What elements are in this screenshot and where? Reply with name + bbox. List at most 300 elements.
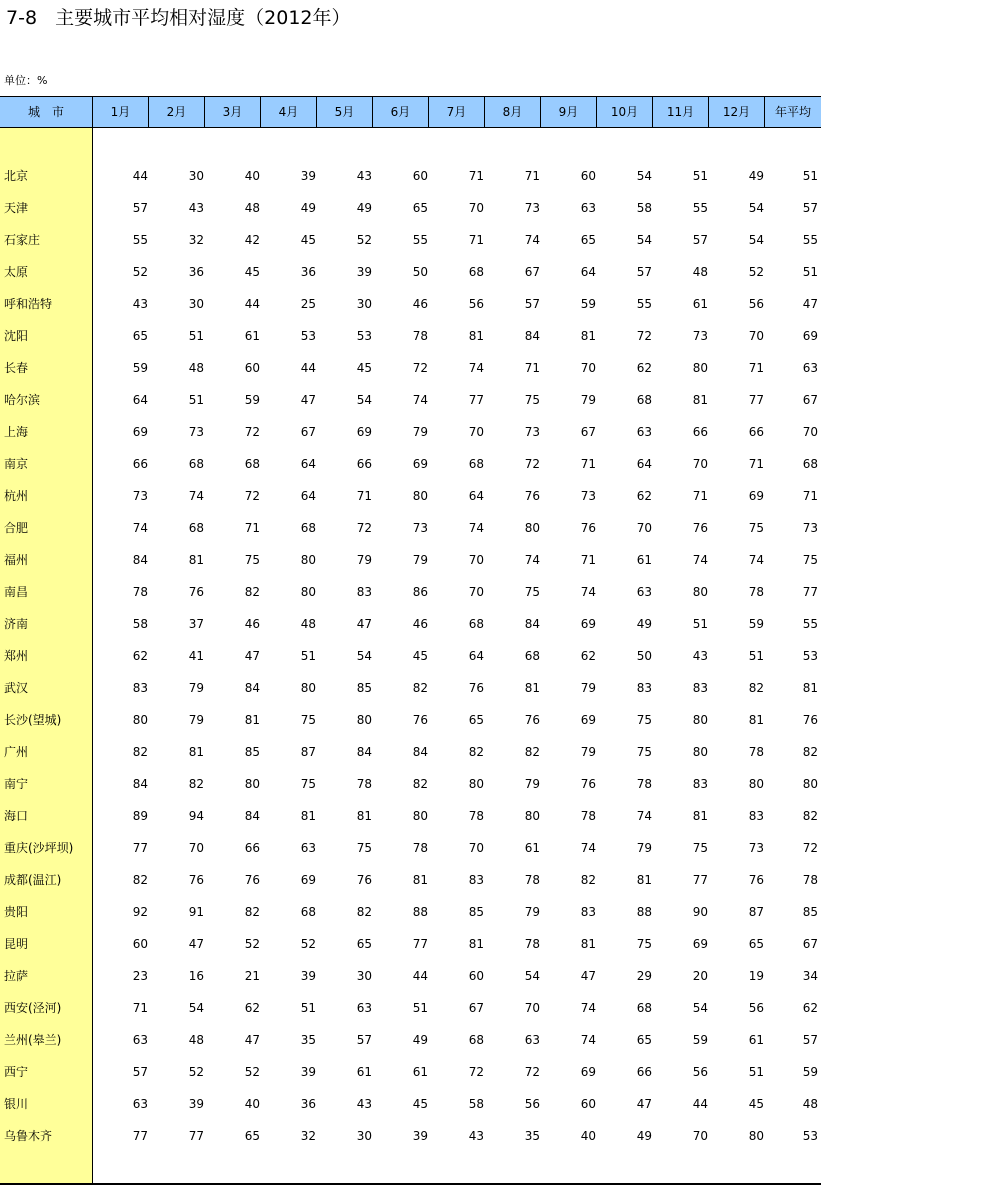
humidity-value: 46 [412, 617, 428, 631]
humidity-value: 48 [188, 361, 204, 375]
humidity-value: 73 [802, 521, 818, 535]
humidity-value: 82 [244, 905, 260, 919]
humidity-value: 63 [524, 1033, 540, 1047]
humidity-value: 74 [188, 489, 204, 503]
table-row [0, 160, 821, 192]
humidity-value: 60 [580, 1097, 596, 1111]
city-name: 海口 [4, 809, 29, 823]
humidity-value: 69 [412, 457, 428, 471]
humidity-value: 74 [580, 585, 596, 599]
humidity-value: 80 [692, 745, 708, 759]
humidity-value: 39 [356, 265, 372, 279]
humidity-value: 76 [748, 873, 764, 887]
humidity-value: 81 [356, 809, 372, 823]
humidity-value: 55 [636, 297, 652, 311]
humidity-value: 56 [692, 1065, 708, 1079]
humidity-value: 73 [692, 329, 708, 343]
humidity-value: 40 [244, 1097, 260, 1111]
humidity-value: 76 [412, 713, 428, 727]
humidity-value: 36 [188, 265, 204, 279]
humidity-value: 57 [802, 1033, 818, 1047]
humidity-value: 49 [412, 1033, 428, 1047]
humidity-value: 57 [802, 201, 818, 215]
humidity-value: 46 [244, 617, 260, 631]
humidity-value: 81 [188, 745, 204, 759]
humidity-value: 71 [468, 169, 484, 183]
humidity-value: 73 [412, 521, 428, 535]
humidity-value: 67 [580, 425, 596, 439]
humidity-value: 60 [412, 169, 428, 183]
humidity-value: 49 [300, 201, 316, 215]
humidity-value: 49 [636, 1129, 652, 1143]
humidity-value: 75 [300, 713, 316, 727]
humidity-value: 44 [300, 361, 316, 375]
city-name: 南昌 [4, 585, 29, 599]
humidity-value: 78 [356, 777, 372, 791]
humidity-value: 77 [468, 393, 484, 407]
humidity-value: 57 [132, 201, 148, 215]
humidity-value: 85 [468, 905, 484, 919]
humidity-value: 75 [802, 553, 818, 567]
humidity-value: 45 [356, 361, 372, 375]
humidity-value: 63 [636, 585, 652, 599]
header-col-3: 3月 [205, 97, 261, 127]
humidity-value: 73 [748, 841, 764, 855]
humidity-value: 66 [244, 841, 260, 855]
humidity-value: 66 [356, 457, 372, 471]
humidity-value: 73 [132, 489, 148, 503]
humidity-value: 75 [692, 841, 708, 855]
humidity-value: 65 [244, 1129, 260, 1143]
humidity-value: 69 [300, 873, 316, 887]
humidity-value: 82 [356, 905, 372, 919]
humidity-value: 72 [524, 457, 540, 471]
humidity-value: 84 [244, 681, 260, 695]
humidity-value: 65 [356, 937, 372, 951]
header-col-6: 6月 [373, 97, 429, 127]
humidity-value: 79 [412, 425, 428, 439]
humidity-value: 47 [244, 1033, 260, 1047]
humidity-value: 81 [580, 329, 596, 343]
humidity-value: 78 [524, 937, 540, 951]
humidity-value: 85 [356, 681, 372, 695]
humidity-value: 81 [636, 873, 652, 887]
humidity-value: 54 [188, 1001, 204, 1015]
humidity-value: 78 [132, 585, 148, 599]
humidity-value: 51 [692, 617, 708, 631]
humidity-value: 70 [748, 329, 764, 343]
humidity-value: 51 [692, 169, 708, 183]
humidity-value: 64 [636, 457, 652, 471]
header-col-10: 10月 [597, 97, 653, 127]
humidity-value: 55 [132, 233, 148, 247]
humidity-value: 79 [524, 777, 540, 791]
humidity-value: 57 [636, 265, 652, 279]
humidity-value: 63 [580, 201, 596, 215]
table-row [0, 512, 821, 544]
humidity-value: 59 [692, 1033, 708, 1047]
unit-label: 单位：% [4, 74, 48, 87]
humidity-value: 84 [244, 809, 260, 823]
humidity-value: 49 [748, 169, 764, 183]
table-row [0, 480, 821, 512]
humidity-value: 64 [132, 393, 148, 407]
humidity-value: 77 [692, 873, 708, 887]
humidity-value: 82 [580, 873, 596, 887]
humidity-value: 32 [188, 233, 204, 247]
humidity-value: 48 [188, 1033, 204, 1047]
humidity-value: 51 [188, 393, 204, 407]
humidity-value: 81 [802, 681, 818, 695]
humidity-value: 74 [580, 1033, 596, 1047]
humidity-value: 81 [524, 681, 540, 695]
humidity-value: 88 [412, 905, 428, 919]
humidity-value: 68 [300, 905, 316, 919]
table-row [0, 672, 821, 704]
header-city: 城 市 [0, 97, 93, 127]
humidity-value: 48 [692, 265, 708, 279]
humidity-value: 49 [636, 617, 652, 631]
humidity-value: 71 [244, 521, 260, 535]
humidity-value: 83 [748, 809, 764, 823]
table-row [0, 1120, 821, 1152]
humidity-value: 79 [636, 841, 652, 855]
humidity-table [0, 96, 821, 1185]
humidity-value: 76 [580, 777, 596, 791]
humidity-value: 52 [244, 1065, 260, 1079]
humidity-value: 62 [132, 649, 148, 663]
humidity-value: 40 [244, 169, 260, 183]
humidity-value: 75 [636, 937, 652, 951]
humidity-value: 36 [300, 265, 316, 279]
humidity-value: 44 [244, 297, 260, 311]
humidity-value: 66 [636, 1065, 652, 1079]
city-name: 天津 [4, 201, 29, 215]
humidity-value: 78 [524, 873, 540, 887]
humidity-value: 87 [300, 745, 316, 759]
humidity-value: 77 [748, 393, 764, 407]
city-name: 乌鲁木齐 [4, 1129, 53, 1143]
humidity-value: 84 [524, 329, 540, 343]
table-row [0, 1056, 821, 1088]
humidity-value: 21 [244, 969, 260, 983]
humidity-value: 78 [636, 777, 652, 791]
city-name: 石家庄 [4, 233, 41, 247]
humidity-value: 39 [188, 1097, 204, 1111]
humidity-value: 48 [802, 1097, 818, 1111]
humidity-value: 84 [524, 617, 540, 631]
humidity-value: 85 [244, 745, 260, 759]
humidity-value: 82 [802, 809, 818, 823]
humidity-value: 68 [188, 521, 204, 535]
humidity-value: 82 [244, 585, 260, 599]
humidity-value: 79 [356, 553, 372, 567]
humidity-value: 69 [356, 425, 372, 439]
humidity-value: 56 [468, 297, 484, 311]
humidity-value: 73 [580, 489, 596, 503]
table-row [0, 192, 821, 224]
humidity-value: 61 [692, 297, 708, 311]
humidity-value: 30 [356, 297, 372, 311]
humidity-value: 42 [244, 233, 260, 247]
humidity-value: 63 [356, 1001, 372, 1015]
humidity-value: 88 [636, 905, 652, 919]
humidity-value: 74 [468, 361, 484, 375]
humidity-value: 77 [188, 1129, 204, 1143]
humidity-value: 37 [188, 617, 204, 631]
humidity-value: 83 [636, 681, 652, 695]
humidity-value: 29 [636, 969, 652, 983]
humidity-value: 59 [580, 297, 596, 311]
humidity-value: 54 [692, 1001, 708, 1015]
header-col-7: 7月 [429, 97, 485, 127]
humidity-value: 80 [692, 361, 708, 375]
humidity-value: 51 [802, 169, 818, 183]
humidity-value: 65 [412, 201, 428, 215]
humidity-value: 63 [300, 841, 316, 855]
humidity-value: 66 [748, 425, 764, 439]
humidity-value: 59 [748, 617, 764, 631]
humidity-value: 47 [300, 393, 316, 407]
humidity-value: 80 [802, 777, 818, 791]
city-name: 南京 [4, 457, 29, 471]
humidity-value: 78 [748, 745, 764, 759]
humidity-value: 63 [802, 361, 818, 375]
header-col-8: 8月 [485, 97, 541, 127]
humidity-value: 74 [132, 521, 148, 535]
city-name: 合肥 [4, 521, 29, 535]
humidity-value: 78 [802, 873, 818, 887]
humidity-value: 54 [356, 649, 372, 663]
humidity-value: 86 [412, 585, 428, 599]
humidity-value: 71 [524, 169, 540, 183]
humidity-value: 70 [802, 425, 818, 439]
humidity-value: 69 [802, 329, 818, 343]
humidity-value: 49 [356, 201, 372, 215]
humidity-value: 51 [300, 649, 316, 663]
humidity-value: 68 [244, 457, 260, 471]
humidity-value: 45 [412, 1097, 428, 1111]
humidity-value: 81 [244, 713, 260, 727]
humidity-value: 92 [132, 905, 148, 919]
humidity-value: 60 [468, 969, 484, 983]
humidity-value: 69 [748, 489, 764, 503]
humidity-value: 84 [356, 745, 372, 759]
humidity-value: 58 [468, 1097, 484, 1111]
humidity-value: 47 [356, 617, 372, 631]
humidity-value: 61 [524, 841, 540, 855]
humidity-value: 74 [692, 553, 708, 567]
table-row [0, 736, 821, 768]
humidity-value: 16 [188, 969, 204, 983]
humidity-value: 61 [636, 553, 652, 567]
humidity-value: 73 [188, 425, 204, 439]
humidity-value: 47 [636, 1097, 652, 1111]
humidity-value: 72 [412, 361, 428, 375]
humidity-value: 70 [188, 841, 204, 855]
header-col-9: 9月 [541, 97, 597, 127]
humidity-value: 36 [300, 1097, 316, 1111]
header-col-11: 11月 [653, 97, 709, 127]
humidity-value: 75 [748, 521, 764, 535]
humidity-value: 74 [748, 553, 764, 567]
humidity-value: 80 [748, 777, 764, 791]
table-row [0, 768, 821, 800]
humidity-value: 83 [132, 681, 148, 695]
humidity-value: 59 [802, 1065, 818, 1079]
humidity-value: 59 [132, 361, 148, 375]
humidity-value: 72 [468, 1065, 484, 1079]
table-row [0, 800, 821, 832]
humidity-value: 39 [300, 969, 316, 983]
table-row [0, 864, 821, 896]
humidity-value: 81 [468, 329, 484, 343]
humidity-value: 77 [132, 841, 148, 855]
humidity-value: 89 [132, 809, 148, 823]
humidity-value: 53 [802, 1129, 818, 1143]
humidity-value: 70 [524, 1001, 540, 1015]
humidity-value: 62 [244, 1001, 260, 1015]
humidity-value: 76 [468, 681, 484, 695]
humidity-value: 77 [802, 585, 818, 599]
humidity-value: 75 [524, 585, 540, 599]
city-name: 杭州 [4, 489, 29, 503]
humidity-value: 69 [132, 425, 148, 439]
humidity-value: 84 [412, 745, 428, 759]
humidity-value: 82 [748, 681, 764, 695]
humidity-value: 79 [580, 745, 596, 759]
city-name: 太原 [4, 265, 29, 279]
humidity-value: 34 [802, 969, 818, 983]
humidity-value: 67 [802, 393, 818, 407]
humidity-value: 69 [692, 937, 708, 951]
humidity-value: 82 [132, 745, 148, 759]
humidity-value: 72 [244, 425, 260, 439]
humidity-value: 80 [356, 713, 372, 727]
city-name: 拉萨 [4, 969, 29, 983]
humidity-value: 72 [802, 841, 818, 855]
humidity-value: 70 [692, 1129, 708, 1143]
humidity-value: 72 [356, 521, 372, 535]
city-name: 福州 [4, 553, 29, 567]
humidity-value: 45 [412, 649, 428, 663]
humidity-value: 25 [300, 297, 316, 311]
humidity-value: 64 [580, 265, 596, 279]
humidity-value: 76 [802, 713, 818, 727]
humidity-value: 74 [580, 841, 596, 855]
header-col-13: 年平均 [774, 105, 811, 119]
humidity-value: 70 [580, 361, 596, 375]
humidity-value: 30 [188, 297, 204, 311]
humidity-value: 76 [692, 521, 708, 535]
humidity-value: 84 [132, 553, 148, 567]
table-row [0, 640, 821, 672]
humidity-value: 55 [802, 233, 818, 247]
humidity-value: 30 [356, 969, 372, 983]
table-row [0, 1024, 821, 1056]
humidity-value: 81 [412, 873, 428, 887]
humidity-value: 57 [132, 1065, 148, 1079]
humidity-value: 70 [468, 585, 484, 599]
city-name: 广州 [4, 745, 29, 759]
humidity-value: 54 [636, 169, 652, 183]
humidity-value: 58 [132, 617, 148, 631]
humidity-value: 80 [468, 777, 484, 791]
humidity-value: 43 [356, 1097, 372, 1111]
humidity-value: 80 [300, 681, 316, 695]
humidity-value: 80 [748, 1129, 764, 1143]
humidity-value: 79 [580, 393, 596, 407]
humidity-value: 80 [244, 777, 260, 791]
humidity-value: 82 [132, 873, 148, 887]
humidity-value: 55 [802, 617, 818, 631]
humidity-value: 53 [802, 649, 818, 663]
city-name: 重庆(沙坪坝) [4, 841, 74, 855]
humidity-value: 54 [748, 233, 764, 247]
humidity-value: 70 [468, 841, 484, 855]
humidity-value: 73 [524, 201, 540, 215]
humidity-value: 46 [412, 297, 428, 311]
table-row [0, 544, 821, 576]
city-name: 郑州 [4, 649, 29, 663]
humidity-value: 63 [636, 425, 652, 439]
humidity-value: 52 [188, 1065, 204, 1079]
table-row [0, 416, 821, 448]
humidity-value: 94 [188, 809, 204, 823]
header-col-1: 1月 [93, 97, 149, 127]
humidity-value: 64 [300, 489, 316, 503]
humidity-value: 81 [580, 937, 596, 951]
city-name: 哈尔滨 [4, 393, 41, 407]
city-name: 北京 [4, 169, 29, 183]
humidity-value: 43 [692, 649, 708, 663]
humidity-value: 74 [580, 1001, 596, 1015]
humidity-value: 47 [244, 649, 260, 663]
humidity-value: 64 [300, 457, 316, 471]
humidity-value: 75 [636, 713, 652, 727]
humidity-value: 72 [636, 329, 652, 343]
table-row [0, 352, 821, 384]
humidity-value: 66 [692, 425, 708, 439]
city-name: 济南 [4, 617, 29, 631]
humidity-value: 47 [580, 969, 596, 983]
humidity-value: 76 [356, 873, 372, 887]
humidity-value: 57 [692, 233, 708, 247]
humidity-value: 58 [636, 201, 652, 215]
humidity-value: 55 [692, 201, 708, 215]
table-row [0, 992, 821, 1024]
humidity-value: 74 [468, 521, 484, 535]
humidity-value: 63 [132, 1033, 148, 1047]
humidity-value: 71 [748, 361, 764, 375]
humidity-value: 90 [692, 905, 708, 919]
city-name: 西安(泾河) [4, 1001, 62, 1015]
humidity-value: 77 [412, 937, 428, 951]
humidity-value: 75 [636, 745, 652, 759]
humidity-value: 43 [188, 201, 204, 215]
city-name: 贵阳 [4, 905, 29, 919]
humidity-value: 62 [636, 361, 652, 375]
humidity-value: 68 [802, 457, 818, 471]
humidity-value: 82 [412, 777, 428, 791]
humidity-value: 80 [132, 713, 148, 727]
humidity-value: 83 [580, 905, 596, 919]
humidity-value: 48 [300, 617, 316, 631]
humidity-value: 67 [802, 937, 818, 951]
humidity-value: 71 [356, 489, 372, 503]
humidity-value: 74 [636, 809, 652, 823]
humidity-value: 91 [188, 905, 204, 919]
